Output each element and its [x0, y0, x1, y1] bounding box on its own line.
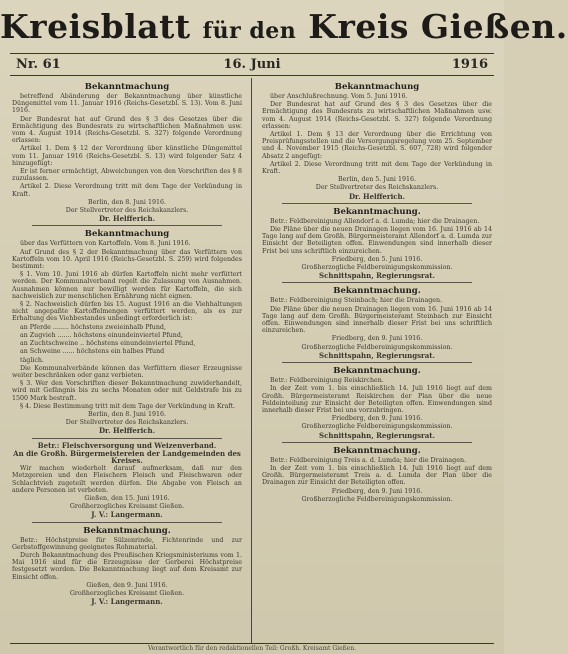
notice-signature: J. V.: Langermann.	[91, 597, 163, 607]
notice-heading: Bekanntmachung.	[83, 525, 171, 536]
notice-subject: Betr.: Feldbereinigung Steinbach; hier die Drainagen.	[270, 297, 443, 305]
notice-signature: Der Stellvertreter des Reichskanzlers.	[65, 207, 189, 215]
notice-paragraph: § 1. Vom 10. Juni 1916 ab dürfen Kartoffeln nicht mehr verfüttert werden. Der Kommunalverband regelt die Zulassung von Ausnahmen. Ausnahmen können nur bewilligt werden für Kartoffeln, die sich nachweislich zur menschlichen Ernährung nicht eignen.	[12, 271, 242, 300]
right-column	[262, 80, 492, 642]
notice-heading: Bekanntmachung.	[333, 445, 421, 456]
notice-paragraph: täglich.	[20, 356, 44, 364]
notice-signature: Schnittspahn, Regierungsrat.	[319, 350, 435, 360]
notice-subject: Betr.: Feldbereinigung Allendorf a. d. Lumda; hier die Drainagen.	[270, 217, 480, 225]
list-item: an Pferde ........ höchstens zweieinhalb Pfund,	[20, 323, 166, 331]
notice-signature: Berlin, den 5. Juni 1916.	[338, 176, 416, 184]
masthead	[0, 4, 568, 50]
notice-signature: Großherzogliche Feldbereinigungskommission.	[301, 495, 453, 503]
notice-signature: Dr. Helfferich.	[98, 214, 156, 224]
masthead-part1: Kreisblatt	[0, 7, 191, 46]
notice-signature: Friedberg, den 9. Juni 1916.	[331, 335, 423, 343]
notice-paragraph: Die Pläne über die neuen Drainagen liegen vom 16. Juni 1916 ab 14 Tage lang auf dem Großh. Bürgermeisteramt Steinbach zur Einsicht offen. Einwendungen sind innerhalb dieser Frist bei uns schriftlich einzureichen.	[262, 305, 492, 335]
list-item: an Zuchtschweine .. höchstens einundeinviertel Pfund,	[20, 340, 196, 348]
column-divider	[251, 78, 252, 644]
notice-paragraph: über das Verfüttern von Kartoffeln. Vom 8. Juni 1916.	[20, 240, 191, 248]
notice-signature: J. V.: Langermann.	[91, 510, 163, 520]
notice-paragraph: Artikel 1. Dem § 12 der Verordnung über künstliche Düngemittel vom 11. Januar 1916 (Reichs-Gesetzbl. S. 13) wird folgender Satz 4 hinzugefügt:	[12, 145, 242, 167]
notice-subject: Betr.: Feldbereinigung Reiskirchen.	[270, 377, 384, 385]
notice-paragraph: § 4. Diese Bestimmung tritt mit dem Tage der Verkündung in Kraft.	[20, 402, 236, 410]
notice-addressee: An die Großh. Bürgermeistereien der Landgemeinden des Kreises.	[13, 448, 241, 465]
notice-subject: Betr.: Fleischversorgung und Weizenverband.	[37, 440, 217, 450]
info-rule	[10, 75, 494, 76]
separator	[32, 225, 222, 226]
notice-subject: Betr.: Höchstpreise für Sülzenrinde, Fichtenrinde und zur Gerbstoffgewinnung geeignetes Rohmaterial.	[12, 536, 242, 551]
notice-paragraph: Die Kommunalverbände können das Verfüttern dieser Erzeugnisse weiter beschränken oder ganz verbieten.	[12, 364, 242, 379]
notice-paragraph: über Anschlußrechnung. Vom 5. Juni 1916.	[270, 93, 408, 100]
separator	[32, 522, 222, 523]
notice-heading: Bekanntmachung	[84, 229, 170, 240]
notice-signature: Schnittspahn, Regierungsrat.	[319, 271, 435, 281]
notice-signature: Berlin, den 8. Juni 1916.	[88, 198, 166, 206]
notice-paragraph: Er ist ferner ermächtigt, Abweichungen von den Vorschriften des § 8 zuzulassen.	[12, 168, 242, 183]
separator	[32, 438, 222, 439]
separator	[282, 282, 472, 283]
separator	[282, 203, 472, 204]
notice-signature: Großherzogliches Kreisamt Gießen.	[69, 589, 185, 597]
notice-signature: Großherzogliche Feldbereinigungskommission.	[301, 264, 453, 272]
notice-paragraph: Artikel 1. Dem § 13 der Verordnung über die Errichtung von Preisprüfungsstellen und die Versorgungsregelung vom 25. September und 4. November 1915 (Reichs-Gesetzbl. S. 607, 728) wird folgender Absatz 2 angefügt:	[262, 131, 492, 160]
list-item: an Zugvieh ....... höchstens einundeinviertel Pfund,	[20, 331, 183, 339]
notice-paragraph: Die Pläne über die neuen Drainagen liegen vom 16. Juni 1916 ab 14 Tage lang auf dem Großh. Bürgermeisteramt Allendorf a. d. Lumda zur Einsicht der Beteiligten offen. Einwendungen sind innerhalb dieser Frist bei uns schriftlich einzureichen.	[262, 226, 492, 255]
issue-info-line	[14, 56, 490, 74]
notice-heading: Bekanntmachung.	[333, 286, 421, 297]
notice-paragraph: Artikel 2. Diese Verordnung tritt mit dem Tage der Verkündung in Kraft.	[262, 160, 492, 176]
notice-paragraph: Auf Grund des § 2 der Bekanntmachung über das Verfüttern von Kartoffeln vom 10. April 1916 (Reichs-Gesetzbl. S. 259) wird folgendes bestimmt:	[12, 248, 242, 271]
notice-signature: Großherzogliche Feldbereinigungskommission.	[301, 343, 453, 351]
separator	[282, 362, 472, 363]
notice-signature: Gießen, den 15. Juni 1916.	[84, 494, 170, 502]
list-item: an Schweine ...... höchstens ein halbes Pfund	[20, 348, 165, 356]
notice-paragraph: Artikel 2. Diese Verordnung tritt mit dem Tage der Verkündung in Kraft.	[12, 183, 242, 198]
notice-paragraph: Der Bundesrat hat auf Grund des § 3 des Gesetzes über die Ermächtigung des Bundesrats zu wirtschaftlichen Maßnahmen usw. vom 4. August 1914 (Reichs-Gesetzbl. S. 327) folgende Verordnung erlassen:	[262, 101, 492, 130]
notice-paragraph: Wir machen wiederholt darauf aufmerksam, daß nur den Metzgereien und den Fleischern Fleisch und Fleischwaren oder Schlachtvieh zugeteilt werden dürfen. Die Abgabe von Fleisch an andere Personen ist verboten.	[12, 465, 242, 494]
top-rule	[10, 53, 494, 54]
notice-paragraph: In der Zeit vom 1. bis einschließlich 14. Juli 1916 liegt auf dem Großh. Bürgermeisteramt Treis a. d. Lumda der Plan über die Drainagen zur Einsicht der Beteiligten offen.	[262, 464, 492, 487]
notice-signature: Der Stellvertreter des Reichskanzlers.	[315, 184, 439, 192]
notice-paragraph: Durch Bekanntmachung des Preußischen Kriegsministeriums vom 1. Mai 1916 sind für die Erzeugnisse der Gerberei Höchstpreise festgesetzt worden. Die Bekanntmachung liegt auf dem Kreisamt zur Einsicht offen.	[12, 551, 242, 581]
masthead-part2: für den	[202, 18, 297, 44]
notice-signature: Dr. Helfferich.	[98, 426, 156, 436]
issue-year: 1916	[451, 57, 488, 72]
notice-paragraph: Der Bundesrat hat auf Grund des § 3 des Gesetzes über die Ermächtigung des Bundesrats zu wirtschaftlichen Maßnahmen usw. vom 4. August 1914 (Reichs-Gesetzbl. S. 327) folgende Verordnung erlassen:	[12, 115, 242, 145]
left-column	[12, 80, 242, 642]
notice-signature: Dr. Helfferich.	[348, 191, 406, 201]
notice-signature: Der Stellvertreter des Reichskanzlers.	[65, 419, 189, 427]
notice-signature: Friedberg, den 5. Juni 1916.	[331, 255, 423, 263]
separator	[282, 442, 472, 443]
footer-line: Verantwortlich für den redaktionellen Teil: Großh. Kreisamt Gießen.	[148, 645, 356, 652]
notice-signature: Großherzogliches Kreisamt Gießen.	[69, 503, 185, 511]
masthead-part3: Kreis Gießen.	[308, 7, 568, 46]
notice-signature: Berlin, den 8. Juni 1916.	[88, 410, 166, 418]
notice-paragraph: betreffend Abänderung der Bekanntmachung über künstliche Düngemittel vom 11. Januar 1916 (Reichs-Gesetzbl. S. 13). Vom 8. Juni 1916.	[12, 93, 242, 115]
notice-signature: Friedberg, den 9. Juni 1916.	[331, 487, 423, 495]
notice-signature: Friedberg, den 9. Juni 1916.	[331, 415, 423, 423]
notice-paragraph: § 2. Nachweislich dürfen bis 15. August 1916 an die Viehhaltungen nicht angepaßte Kartoffelmengen verfüttert werden, als es zur Erhaltung des Viehbestandes unbedingt erforderlich ist:	[12, 301, 242, 323]
notice-paragraph: § 3. Wer den Vorschriften dieser Bekanntmachung zuwiderhandelt, wird mit Gefängnis bis zu sechs Monaten oder mit Geldstrafe bis zu 1500 Mark bestraft.	[12, 380, 242, 402]
notice-signature: Schnittspahn, Regierungsrat.	[319, 430, 435, 440]
notice-subject: Betr.: Feldbereinigung Treis a. d. Lumda; hier die Drainagen.	[270, 456, 466, 464]
notice-signature: Großherzogliche Feldbereinigungskommission.	[301, 423, 453, 431]
notice-heading: Bekanntmachung	[334, 82, 420, 92]
notice-heading: Bekanntmachung.	[333, 366, 421, 377]
issue-date: 16. Juni	[223, 57, 281, 72]
issue-number: Nr. 61	[16, 57, 61, 72]
notice-heading: Bekanntmachung	[84, 82, 170, 92]
notice-heading: Bekanntmachung.	[333, 206, 421, 217]
notice-signature: Gießen, den 9. Juni 1916.	[86, 581, 168, 589]
notice-paragraph: In der Zeit vom 1. bis einschließlich 14. Juli 1916 liegt auf dem Großh. Bürgermeisteramt Reiskirchen der Plan über die neue Feldeinteilung zur Einsicht der Beteiligten offen. Einwendungen sind innerhalb dieser Frist bei uns vorzubringen.	[262, 385, 492, 414]
